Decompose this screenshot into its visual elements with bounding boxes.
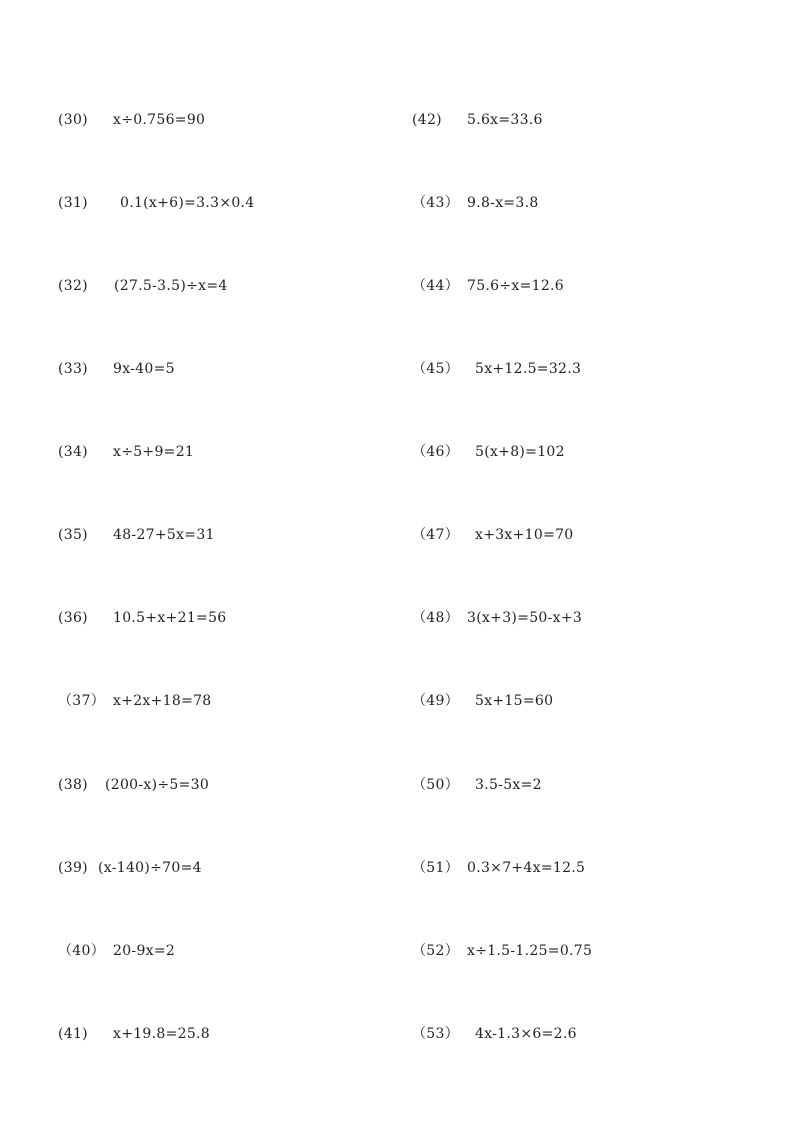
problem-equation: 9.8-x=3.8 <box>467 195 539 211</box>
problem-number: （48） <box>412 610 460 626</box>
problem-equation: 0.3×7+4x=12.5 <box>467 860 586 876</box>
problem-number: (31) <box>58 195 88 211</box>
problem-number: (42) <box>412 112 442 128</box>
problem-item <box>412 691 554 711</box>
problem-item <box>412 941 593 961</box>
problem-number: (35) <box>58 527 88 543</box>
problem-number: （53） <box>412 1026 460 1042</box>
problem-item <box>412 775 542 795</box>
problem-item <box>58 442 195 462</box>
problem-equation: (200-x)÷5=30 <box>105 777 210 793</box>
problem-equation: x÷5+9=21 <box>113 444 195 460</box>
problem-item <box>412 359 582 379</box>
problem-item <box>412 276 565 296</box>
problem-number: （47） <box>412 527 460 543</box>
problem-number: (41) <box>58 1026 88 1042</box>
problem-number: (36) <box>58 610 88 626</box>
problem-number: （44） <box>412 278 460 294</box>
problem-equation: 75.6÷x=12.6 <box>467 278 565 294</box>
problem-equation: x+19.8=25.8 <box>113 1026 211 1042</box>
problem-number: (32) <box>58 278 88 294</box>
problem-equation: 20-9x=2 <box>113 943 176 959</box>
problem-equation: 3(x+3)=50-x+3 <box>467 610 583 626</box>
problem-item <box>412 193 539 213</box>
problem-item <box>412 110 543 130</box>
problem-item <box>58 525 215 545</box>
problem-equation: (27.5-3.5)÷x=4 <box>114 278 228 294</box>
problem-equation: 10.5+x+21=56 <box>113 610 227 626</box>
problem-equation: 5(x+8)=102 <box>475 444 565 460</box>
problem-equation: (x-140)÷70=4 <box>98 860 202 876</box>
problem-equation: x÷1.5-1.25=0.75 <box>467 943 593 959</box>
problem-item <box>412 608 583 628</box>
problem-number: （51） <box>412 860 460 876</box>
problem-number: （46） <box>412 444 460 460</box>
problem-number: （52） <box>412 943 460 959</box>
problem-equation: x+2x+18=78 <box>113 693 212 709</box>
problem-equation: 3.5-5x=2 <box>475 777 542 793</box>
problem-number: (33) <box>58 361 88 377</box>
problem-number: （49） <box>412 693 460 709</box>
problem-item <box>58 110 206 130</box>
problem-item <box>58 276 228 296</box>
problem-item <box>58 691 212 711</box>
problem-equation: x÷0.756=90 <box>113 112 206 128</box>
problem-equation: x+3x+10=70 <box>475 527 574 543</box>
problem-item <box>58 1024 211 1044</box>
problem-equation: 9x-40=5 <box>113 361 175 377</box>
problem-equation: 5x+12.5=32.3 <box>475 361 582 377</box>
problem-item <box>58 193 255 213</box>
problem-item <box>58 941 176 961</box>
problem-item <box>412 1024 577 1044</box>
problem-item <box>412 442 565 462</box>
problem-item <box>412 858 586 878</box>
problem-equation: 5x+15=60 <box>475 693 554 709</box>
problem-number: （45） <box>412 361 460 377</box>
problem-item <box>412 525 574 545</box>
problem-number: （40） <box>58 943 106 959</box>
problem-number: （50） <box>412 777 460 793</box>
problem-item <box>58 775 210 795</box>
problem-item <box>58 359 175 379</box>
problem-item <box>58 858 202 878</box>
problem-number: (38) <box>58 777 88 793</box>
problem-equation: 0.1(x+6)=3.3×0.4 <box>120 195 255 211</box>
problem-number: （37） <box>58 693 106 709</box>
problem-equation: 48-27+5x=31 <box>113 527 215 543</box>
problem-number: (30) <box>58 112 88 128</box>
problem-item <box>58 608 227 628</box>
problem-number: （43） <box>412 195 460 211</box>
problem-number: (39) <box>58 860 88 876</box>
problem-equation: 5.6x=33.6 <box>467 112 543 128</box>
problem-equation: 4x-1.3×6=2.6 <box>475 1026 577 1042</box>
problem-number: (34) <box>58 444 88 460</box>
